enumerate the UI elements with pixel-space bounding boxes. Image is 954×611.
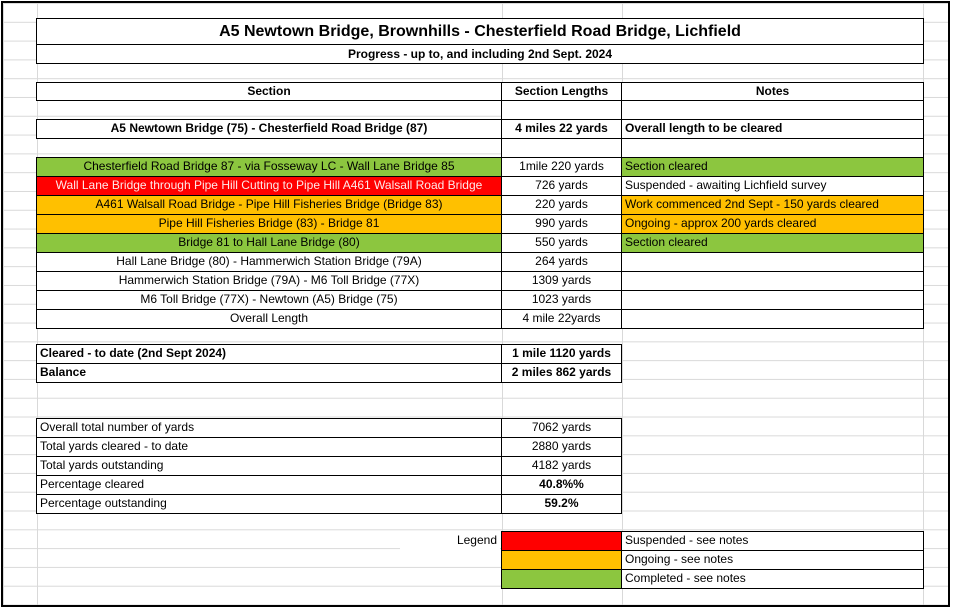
header-lengths: Section Lengths [501,82,622,101]
section-row-9: Overall Length [36,309,502,329]
summary-cleared-value: 1 mile 1120 yards [501,344,622,364]
length-row-8: 1023 yards [501,290,622,310]
length-row-3: 220 yards [501,195,622,215]
totals-label: Overall total number of yards [36,418,502,438]
totals-label: Total yards cleared - to date [36,437,502,457]
section-row-4: Pipe Hill Fisheries Bridge (83) - Bridge 81 [36,214,502,234]
section-row-5: Bridge 81 to Hall Lane Bridge (80) [36,233,502,253]
section-row-2: Wall Lane Bridge through Pipe Hill Cutting to Pipe Hill A461 Walsall Road Bridge [36,176,502,196]
legend-text-completed: Completed - see notes [621,569,924,589]
note-row-1: Section cleared [621,157,924,177]
note-row-6 [621,252,924,272]
section-row-8: M6 Toll Bridge (77X) - Newtown (A5) Bridge (75) [36,290,502,310]
length-row-1: 1mile 220 yards [501,157,622,177]
section-row-6: Hall Lane Bridge (80) - Hammerwich Station Bridge (79A) [36,252,502,272]
note-row-7 [621,271,924,291]
summary-cleared-label: Cleared - to date (2nd Sept 2024) [36,344,502,364]
legend-swatch-suspended [501,531,622,551]
header-notes: Notes [621,82,924,101]
legend-swatch-completed [501,569,622,589]
totals-value: 59.2% [501,494,622,514]
length-row-5: 550 yards [501,233,622,253]
sheet-title: A5 Newtown Bridge, Brownhills - Chesterfield Road Bridge, Lichfield [36,18,924,45]
length-row-4: 990 yards [501,214,622,234]
header-section: Section [36,82,502,101]
empty-cell [501,100,622,120]
summary-balance-label: Balance [36,363,502,383]
note-row-8 [621,290,924,310]
overall-section: A5 Newtown Bridge (75) - Chesterfield Road Bridge (87) [36,119,502,139]
section-row-3: A461 Walsall Road Bridge - Pipe Hill Fisheries Bridge (Bridge 83) [36,195,502,215]
section-row-1: Chesterfield Road Bridge 87 - via Fosseway LC - Wall Lane Bridge 85 [36,157,502,177]
totals-label: Percentage outstanding [36,494,502,514]
note-row-5: Section cleared [621,233,924,253]
overall-note: Overall length to be cleared [621,119,924,139]
length-row-6: 264 yards [501,252,622,272]
legend-text-ongoing: Ongoing - see notes [621,550,924,570]
overall-length: 4 miles 22 yards [501,119,622,139]
section-row-7: Hammerwich Station Bridge (79A) - M6 Toll Bridge (77X) [36,271,502,291]
totals-value: 7062 yards [501,418,622,438]
length-row-7: 1309 yards [501,271,622,291]
summary-balance-value: 2 miles 862 yards [501,363,622,383]
note-row-3: Work commenced 2nd Sept - 150 yards cleared [621,195,924,215]
length-row-2: 726 yards [501,176,622,196]
note-row-4: Ongoing - approx 200 yards cleared [621,214,924,234]
legend-swatch-ongoing [501,550,622,570]
empty-cell [621,138,924,158]
legend-text-suspended: Suspended - see notes [621,531,924,551]
length-row-9: 4 mile 22yards [501,309,622,329]
note-row-9 [621,309,924,329]
legend-label: Legend [400,532,500,551]
empty-cell [621,100,924,120]
totals-value: 4182 yards [501,456,622,476]
totals-value: 40.8%% [501,475,622,495]
totals-value: 2880 yards [501,437,622,457]
totals-label: Total yards outstanding [36,456,502,476]
note-row-2: Suspended - awaiting Lichfield survey [621,176,924,196]
empty-cell [501,138,622,158]
totals-label: Percentage cleared [36,475,502,495]
sheet-subtitle: Progress - up to, and including 2nd Sept. 2024 [36,44,924,64]
